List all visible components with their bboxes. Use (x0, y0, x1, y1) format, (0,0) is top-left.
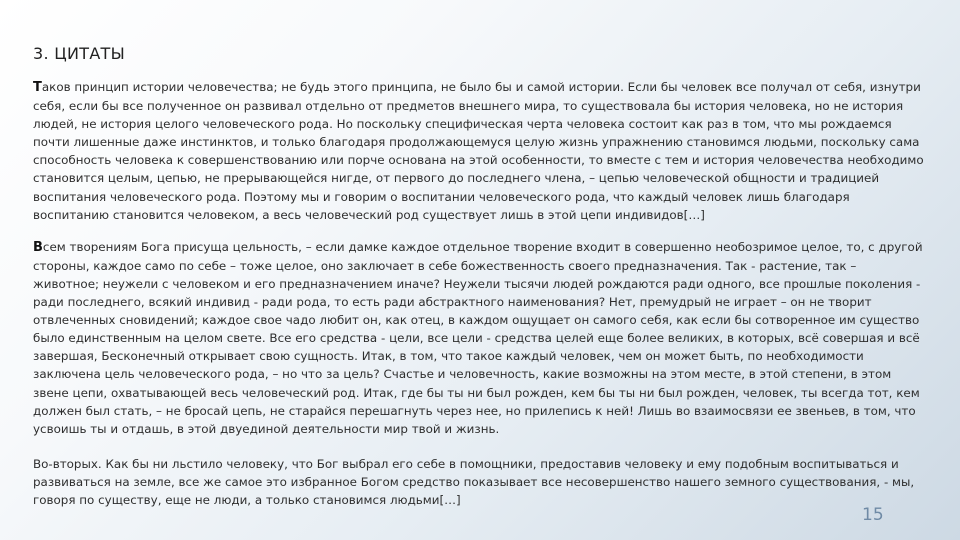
paragraph-text: Во-вторых. Как бы ни льстило человеку, что Бог выбрал его себе в помощники, предоставив человеку и ему подобным воспитываться и развиваться на земле, все же самое это избранное Богом средство показывает все несовершенство нашего земного существования, - мы, говоря по существу, еще не люди, а только становимся людьми[…] (33, 456, 915, 507)
drop-initial: Т (33, 80, 42, 95)
quote-paragraph-1 (33, 78, 925, 224)
page-number: 15 (862, 505, 884, 525)
quote-paragraph-3 (33, 455, 925, 509)
paragraph-text: аков принцип истории человечества; не будь этого принципа, не было бы и самой истории. Если бы человек все получал от себя, изнутри себя, если бы все полученное он развивал отдельно от предметов внешнего мира, то существовала бы история человека, но не история людей, не история целого человеческого рода. Но поскольку специфическая черта человека состоит как раз в том, что мы рождаемся почти лишенные даже инстинктов, и только благодаря продолжающемуся целую жизнь упражнению становимся людьми, поскольку сама способность человека к совершенствованию или порче основана на этой особенности, то вместе с тем и история человечества необходимо становится целым, цепью, не прерывающейся нигде, от первого до последнего члена, – цепью человеческой общности и традицией воспитания человеческого рода. Поэтому мы и говорим о воспитании человеческого рода, что каждый человек лишь благодаря воспитанию становится человеком, а весь человеческий род существует лишь в этой цепи индивидов[…] (33, 80, 924, 222)
paragraph-text: сем творениям Бога присуща цельность, – если дамке каждое отдельное творение входит в совершенно необозримое целое, то, с другой стороны, каждое само по себе – тоже целое, оно заключает в себе божественность своего предназначения. Так - растение, так – животное; неужели с человеком и его предназначением иначе? Неужели тысячи людей рождаются ради одного, все прошлые поколения - ради последнего, всякий индивид - ради рода, то есть ради абстрактного наименования? Нет, премудрый не играет – он не творит отвлеченных сновидений; каждое свое чадо любит он, как отец, в каждом ощущает он самого себя, как если бы сотворенное им существо было единственным на целом свете. Все его средства - цели, все цели - средства целей еще более великих, в которых, всё совершая и всё завершая, Бесконечный открывает свою сущность. Итак, в том, что такое каждый человек, чем он может быть, по необходимости заключена цель человеческого рода, – но что за цель? Счастье и человечность, какие возможны на этом месте, в этой степени, в этом звене цепи, охватывающей весь человеческий род. Итак, где бы ты ни был рожден, кем бы ты ни был рожден, человек, ты всегда тот, кем должен был стать, – не бросай цепь, не старайся перешагнуть через нее, но прилепись к ней! Лишь во взаимосвязи ее звеньев, в том, что усвоишь ты и отдашь, в этой двуединой деятельности мир твой и жизнь. (33, 239, 923, 436)
quote-body (33, 78, 925, 509)
quote-paragraph-2 (33, 238, 925, 438)
drop-initial: В (33, 239, 43, 255)
slide-title: 3. ЦИТАТЫ (33, 44, 126, 63)
